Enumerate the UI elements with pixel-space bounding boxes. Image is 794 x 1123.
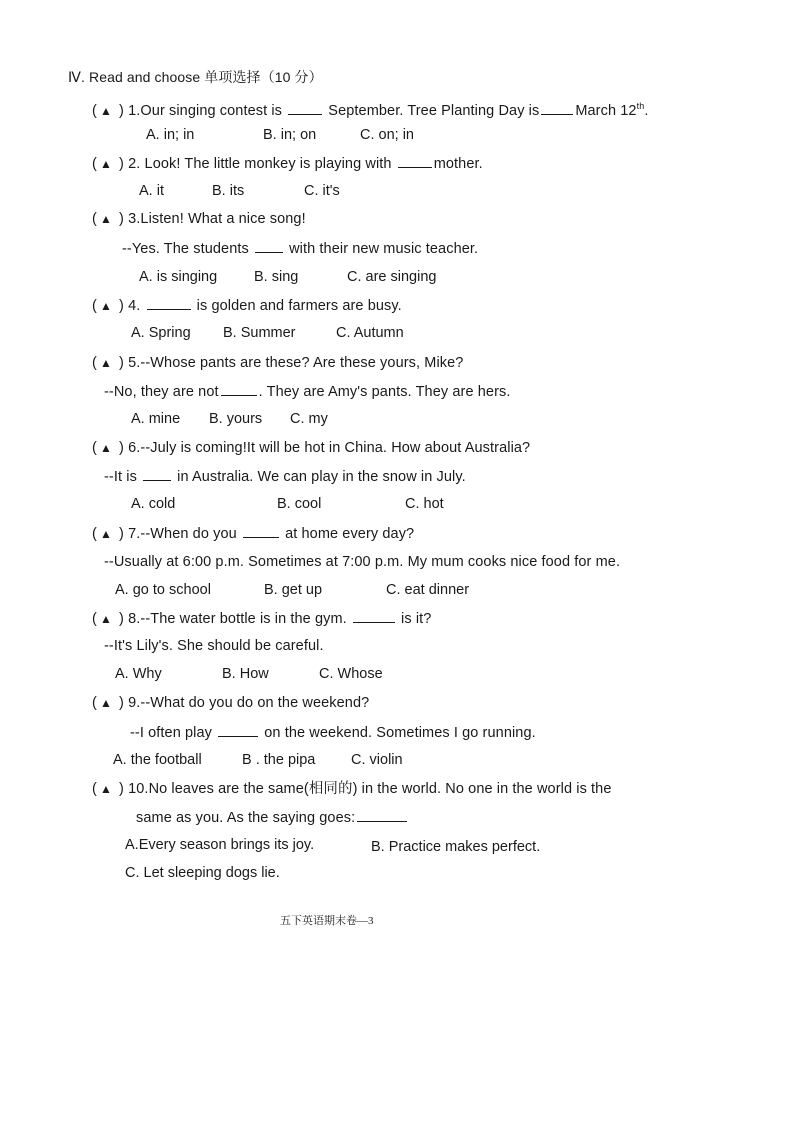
answer-blank	[255, 239, 283, 253]
triangle-icon: ▲	[99, 696, 112, 710]
option-a: A. Why	[115, 666, 162, 682]
option-b: B. cool	[277, 496, 322, 512]
question-9-line-2: --I often play on the weekend. Sometimes I go running.	[130, 725, 536, 741]
triangle-icon: ▲	[99, 212, 112, 226]
option-a: A. go to school	[115, 582, 211, 598]
option-a: A.Every season brings its joy.	[125, 837, 315, 853]
option-c: C. on; in	[360, 127, 414, 143]
triangle-icon: ▲	[99, 299, 112, 313]
question-1: ( ▲ ) 1.Our singing contest is September. Tree Planting Day is March 12th.	[92, 101, 649, 119]
triangle-icon: ▲	[99, 612, 112, 626]
option-c: C. hot	[405, 496, 444, 512]
answer-blank	[357, 808, 407, 822]
question-2: ( ▲ ) 2. Look! The little monkey is playing with mother.	[92, 156, 483, 172]
option-a: A. is singing	[139, 269, 218, 285]
triangle-icon: ▲	[99, 356, 112, 370]
triangle-icon: ▲	[99, 157, 112, 171]
option-c: C. Whose	[319, 666, 383, 682]
question-5: ( ▲ ) 5.--Whose pants are these? Are these yours, Mike?	[92, 355, 464, 371]
question-4: ( ▲ ) 4. is golden and farmers are busy.	[92, 298, 402, 314]
question-7: ( ▲ ) 7.--When do you at home every day?	[92, 526, 415, 542]
triangle-icon: ▲	[99, 103, 112, 118]
option-a: A. in; in	[146, 127, 195, 143]
answer-blank	[218, 723, 258, 737]
answer-blank	[398, 154, 432, 168]
answer-blank	[147, 296, 191, 310]
option-c: C. my	[290, 411, 328, 427]
option-b: B. Summer	[223, 325, 296, 341]
answer-blank	[243, 524, 279, 538]
triangle-icon: ▲	[99, 441, 112, 455]
answer-blank	[288, 101, 322, 115]
answer-blank	[221, 382, 257, 396]
section-heading: Ⅳ. Read and choose 单项选择（10 分）	[68, 69, 323, 85]
question-6-line-2: --It is in Australia. We can play in the snow in July.	[104, 469, 466, 485]
triangle-icon: ▲	[99, 527, 112, 541]
triangle-icon: ▲	[99, 782, 112, 796]
answer-blank	[143, 467, 171, 481]
option-c: C. Autumn	[336, 325, 404, 341]
option-c: C. are singing	[347, 269, 437, 285]
option-c: C. Let sleeping dogs lie.	[125, 865, 280, 881]
option-b: B. How	[222, 666, 269, 682]
question-5-line-2: --No, they are not . They are Amy's pants. They are hers.	[104, 384, 511, 400]
option-b: B . the pipa	[242, 752, 316, 768]
question-8-line-2: --It's Lily's. She should be careful.	[104, 638, 324, 654]
option-b: B. get up	[264, 582, 323, 598]
answer-blank	[541, 101, 573, 115]
option-a: A. mine	[131, 411, 181, 427]
option-b: B. sing	[254, 269, 299, 285]
question-3-line-2: --Yes. The students with their new music teacher.	[122, 241, 479, 257]
question-10: ( ▲ ) 10.No leaves are the same(相同的) in the world. No one in the world is the	[92, 781, 612, 797]
option-a: A. Spring	[131, 325, 191, 341]
page-footer: 五下英语期末卷—3	[280, 915, 374, 927]
option-b: B. in; on	[263, 127, 317, 143]
option-a: A. the football	[113, 752, 202, 768]
question-9: ( ▲ ) 9.--What do you do on the weekend?	[92, 695, 370, 711]
answer-blank	[353, 609, 395, 623]
question-8: ( ▲ ) 8.--The water bottle is in the gym. is it?	[92, 611, 432, 627]
option-b: B. yours	[209, 411, 263, 427]
option-b: B. Practice makes perfect.	[371, 839, 541, 855]
question-10-line-2: same as you. As the saying goes:	[136, 808, 409, 827]
option-c: C. eat dinner	[386, 582, 470, 598]
option-a: A. it	[139, 183, 164, 199]
question-6: ( ▲ ) 6.--July is coming!It will be hot in China. How about Australia?	[92, 440, 531, 456]
option-a: A. cold	[131, 496, 176, 512]
question-3: ( ▲ ) 3.Listen! What a nice song!	[92, 211, 306, 227]
option-c: C. violin	[351, 752, 403, 768]
option-c: C. it's	[304, 183, 340, 199]
option-b: B. its	[212, 183, 245, 199]
question-7-line-2: --Usually at 6:00 p.m. Sometimes at 7:00 p.m. My mum cooks nice food for me.	[104, 554, 621, 570]
